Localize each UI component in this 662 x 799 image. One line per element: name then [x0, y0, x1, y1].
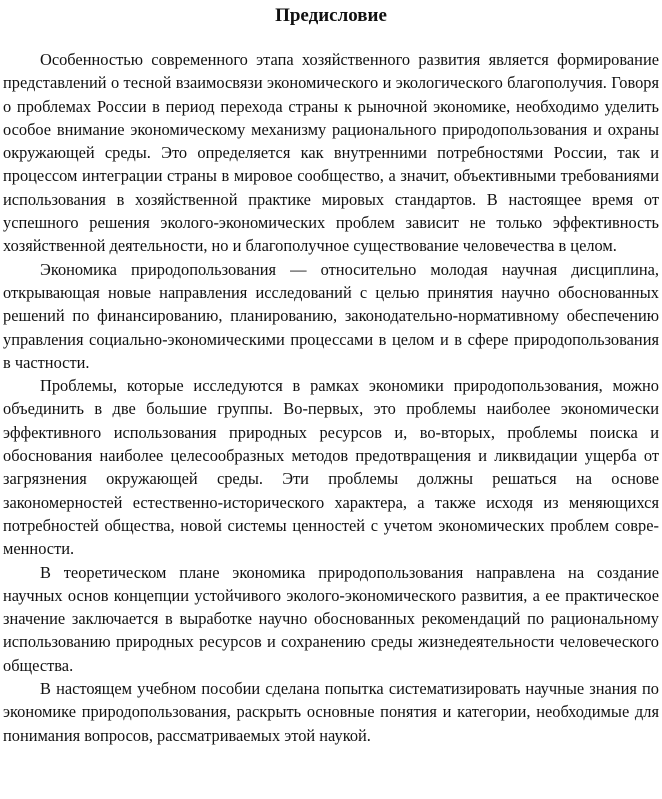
paragraph-5: В настоящем учебном пособии сделана попытка систематизировать научные знания по экономике природопользования, раскрыть основные понятия и категории, необходимые для понимания вопросов, рассматриваемых этой наукой.: [3, 679, 659, 745]
paragraph-4: В теоретическом плане экономика природопользования направлена на создание научных основ концепции устойчивого эколого-экономического развития, а ее практическое значение заключается в выработке научно обоснованных рекомендаций по рациональному использованию природных ресурсов и сохранению среды жизнедеятельности человеческого общества.: [3, 562, 659, 675]
paragraph-2: Экономика природопользования — относительно молодая научная дисциплина, открывающая новые направления исследований с целью принятия научно обоснованных решений по финансированию, планированию, законодательно-нормативному обеспечению управления социально-экономическими процессами в целом и в сфере природопользования в частности.: [3, 259, 659, 372]
paragraph-3: Проблемы, которые исследуются в рамках экономики природопользования, можно объединить в две большие группы. Во-первых, это проблемы наиболее экономически эффективного использования природных ресурсов и, во-вторых, проблемы поиска и обоснования наиболее целесообразных методов предотвращения и ликвидации ущерба от загрязнения окружающей среды. Эти проблемы должны решаться на основе закономерностей естественно-исторического характера, а также исходя из меняющихся потребностей общества, новой системы ценностей с учетом экономических проблем современности.: [3, 376, 659, 559]
page-title: Предисловие: [275, 5, 387, 26]
paragraph-1: Особенностью современного этапа хозяйственного развития является формирование представлений о тесной взаимосвязи экономического и экологического благополучия. Говоря о проблемах России в период перехода страны к рыночной экономике, необходимо уделить особое внимание экономическому механизму рационального природопользования и охраны окружающей среды. Это определяется как внутренними потребностями России, так и процессом интеграции страны в мировое сообщество, а значит, объективными требованиями использования в хозяйственной практике мировых стандартов. В настоящее время от успешного решения эколого-экономических проблем зависит не только эффективность хозяйственной деятельности, но и благополучное существование человечества в целом.: [3, 50, 659, 256]
